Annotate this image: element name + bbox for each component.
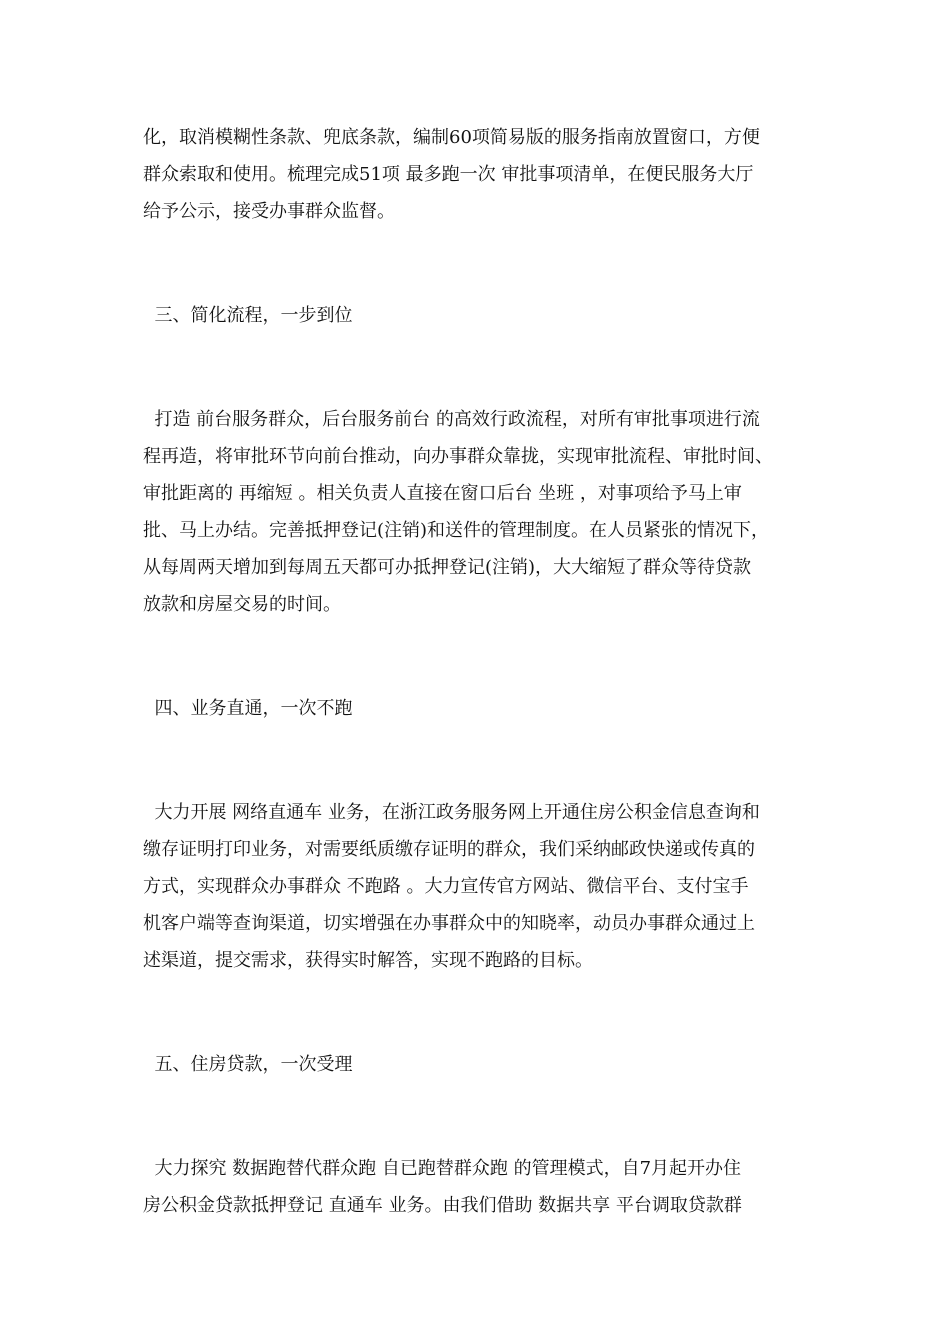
paragraph-2-line-3: 审批距离的 再缩短 。相关负责人直接在窗口后台 坐班 ，对事项给予马上审 xyxy=(143,483,742,504)
paragraph-2-line-5: 从每周两天增加到每周五天都可办抵押登记(注销)，大大缩短了群众等待贷款 xyxy=(143,557,752,578)
paragraph-4-line-2: 房公积金贷款抵押登记 直通车 业务。由我们借助 数据共享 平台调取贷款群 xyxy=(143,1195,742,1216)
paragraph-1-line-3: 给予公示，接受办事群众监督。 xyxy=(143,201,395,222)
paragraph-2-line-2: 程再造，将审批环节向前台推动，向办事群众靠拢，实现审批流程、审批时间、 xyxy=(143,446,773,467)
section-heading-4: 四、业务直通，一次不跑 xyxy=(143,698,353,719)
paragraph-3-line-3: 方式，实现群众办事群众 不跑路 。大力宣传官方网站、微信平台、支付宝手 xyxy=(143,876,749,897)
section-heading-3: 三、简化流程，一步到位 xyxy=(143,305,353,326)
paragraph-3-line-4: 机客户端等查询渠道，切实增强在办事群众中的知晓率，动员办事群众通过上 xyxy=(143,913,755,934)
paragraph-2-line-4: 批、马上办结。完善抵押登记(注销)和送件的管理制度。在人员紧张的情况下， xyxy=(143,520,770,541)
paragraph-2-line-1: 打造 前台服务群众，后台服务前台 的高效行政流程，对所有审批事项进行流 xyxy=(143,409,760,430)
paragraph-1-line-1: 化，取消模糊性条款、兜底条款，编制60项简易版的服务指南放置窗口，方便 xyxy=(143,127,760,148)
paragraph-4-line-1: 大力探究 数据跑替代群众跑 自已跑替群众跑 的管理模式，自7月起开办住 xyxy=(143,1158,742,1179)
paragraph-3-line-1: 大力开展 网络直通车 业务，在浙江政务服务网上开通住房公积金信息查询和 xyxy=(143,802,760,823)
paragraph-1-line-2: 群众索取和使用。梳理完成51项 最多跑一次 审批事项清单，在便民服务大厅 xyxy=(143,164,754,185)
paragraph-3-line-5: 述渠道，提交需求，获得实时解答，实现不跑路的目标。 xyxy=(143,950,593,971)
paragraph-3-line-2: 缴存证明打印业务，对需要纸质缴存证明的群众，我们采纳邮政快递或传真的 xyxy=(143,839,755,860)
paragraph-2-line-6: 放款和房屋交易的时间。 xyxy=(143,594,341,615)
section-heading-5: 五、住房贷款，一次受理 xyxy=(143,1054,353,1075)
